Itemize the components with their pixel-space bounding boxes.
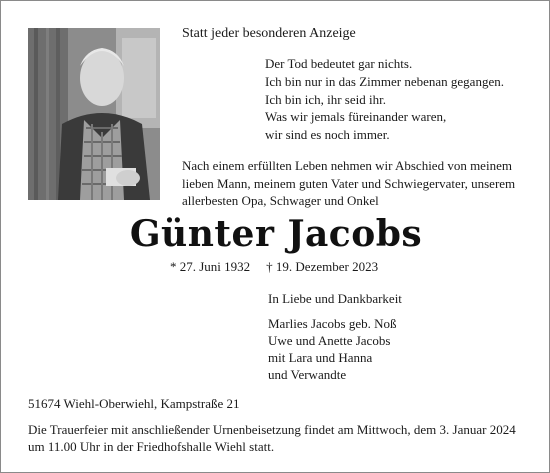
greeting: In Liebe und Dankbarkeit — [268, 291, 402, 306]
funeral-line: Die Trauerfeier mit anschließender Urnenbeisetzung findet am Mittwoch, dem 3. Januar 2024 — [28, 422, 516, 437]
intro-line: lieben Mann, meinem guten Vater und Schwiegervater, unserem — [182, 175, 516, 191]
life-dates — [170, 258, 378, 275]
poem-line: Was wir jemals füreinander waren, — [265, 109, 447, 125]
headline: Statt jeder besonderen Anzeige — [182, 26, 356, 41]
mourner-line: Marlies Jacobs geb. Noß — [268, 316, 397, 331]
intro-line: Nach einem erfüllten Leben nehmen wir Abschied von meinem — [182, 158, 512, 173]
portrait-photo — [28, 28, 160, 200]
poem-line: Ich bin nur in das Zimmer nebenan gegangen. — [265, 73, 504, 89]
funeral-line: um 11.00 Uhr in der Friedhofshalle Wiehl statt. — [28, 439, 275, 454]
poem — [265, 55, 504, 144]
farewell-intro — [182, 157, 515, 210]
poem-line: wir sind es noch immer. — [265, 127, 390, 143]
birth-date: * 27. Juni 1932 — [170, 259, 251, 274]
poem-line: Der Tod bedeutet gar nichts. — [265, 56, 413, 71]
mourner-line: und Verwandte — [268, 367, 347, 382]
mourners-block — [268, 290, 402, 383]
death-date: † 19. Dezember 2023 — [266, 259, 379, 274]
mourner-line: Uwe und Anette Jacobs — [268, 333, 391, 348]
deceased-name: Günter Jacobs — [129, 213, 423, 255]
funeral-info — [28, 421, 516, 455]
mourner-line: mit Lara und Hanna — [268, 350, 373, 365]
poem-line: Ich bin ich, ihr seid ihr. — [265, 91, 386, 107]
address: 51674 Wiehl-Oberwiehl, Kampstraße 21 — [28, 396, 240, 411]
intro-line: allerbesten Opa, Schwager und Onkel — [182, 193, 379, 208]
